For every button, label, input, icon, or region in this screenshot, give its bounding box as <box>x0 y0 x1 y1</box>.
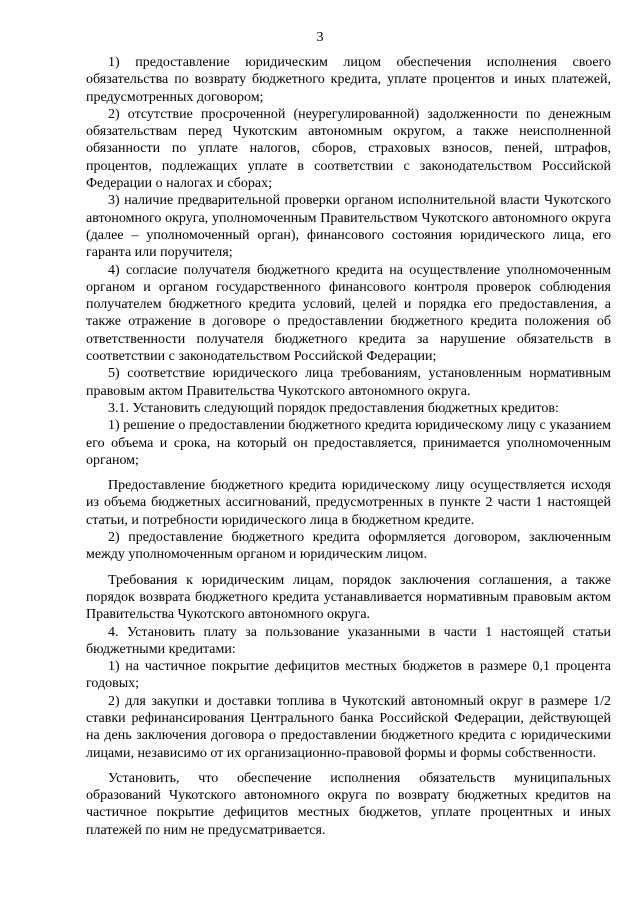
paragraph-item-1: 1) предоставление юридическим лицом обеспечения исполнения своего обязательства по возврату бюджетного кредита, уплате процентов и иных платежей, предусмотренных договором; <box>86 55 611 105</box>
section-3-1-heading: 3.1. Установить следующий порядок предоставления бюджетных кредитов: <box>108 400 559 416</box>
section-4-heading: 4. Установить плату за пользование указанными в части 1 настоящей статьи бюджетными кредитами: <box>86 624 611 657</box>
paragraph-3-1-requirements: Требования к юридическим лицам, порядок заключения соглашения, а также порядок возврата бюджетного кредита устанавливается нормативным правовым актом Правительства Чукотского автономного округа. <box>86 572 611 623</box>
paragraph-final: Установить, что обеспечение исполнения обязательств муниципальных образований Чукотского автономного округа по возврату бюджетных кредитов на частичное покрытие дефицитов местных бюджетов, уплате процентных и иных платежей по ним не предусматривается. <box>86 770 611 838</box>
paragraph-4-item-1: 1) на частичное покрытие дефицитов местных бюджетов в размере 0,1 процента годовых; <box>86 659 611 692</box>
paragraph-3-1-note: Предоставление бюджетного кредита юридическому лицу осуществляется исходя из объема бюджетных ассигнований, предусмотренных в пункте 2 части 1 настоящей статьи, и потребности юридического лица в бюджетном кредите. <box>86 478 611 528</box>
paragraph-item-4: 4) согласие получателя бюджетного кредита на осуществление уполномоченным органом и органом государственного финансового контроля проверок соблюдения получателем бюджетного кредита условий, целей и порядка его предоставления, а также отражение в договоре о предоставлении бюджетного кредита положения об ответственности получателя бюджетного кредита за нарушение обязательств в соответствии с законодательством Российской Федерации; <box>86 262 611 365</box>
page-number: 3 <box>316 30 324 45</box>
document-body <box>86 54 611 839</box>
paragraph-3-1-item-1: 1) решение о предоставлении бюджетного кредита юридическому лицу с указанием его объема и срока, на который он предоставляется, принимается уполномоченным органом; <box>86 418 611 468</box>
paragraph-item-3: 3) наличие предварительной проверки органом исполнительной власти Чукотского автономного округа, уполномоченным Правительством Чукотского автономного округа (далее – уполномоченный орган), финансового состояния юридического лица, его гаранта или поручителя; <box>86 193 611 261</box>
paragraph-4-item-2: 2) для закупки и доставки топлива в Чукотский автономный округ в размере 1/2 ставки рефинансирования Центрального банка Российской Федерации, действующей на день заключения договора о предоставлении бюджетного кредита с юридическими лицами, независимо от их организационно-правовой формы и формы собственности. <box>86 693 611 761</box>
paragraph-3-1-item-2: 2) предоставление бюджетного кредита оформляется договором, заключенным между уполномоченным органом и юридическим лицом. <box>86 530 611 563</box>
paragraph-item-2: 2) отсутствие просроченной (неурегулированной) задолженности по денежным обязательствам перед Чукотским автономным округом, а также неисполненной обязанности по уплате налогов, сборов, страховых взносов, пеней, штрафов, процентов, подлежащих уплате в соответствии с законодательством Российской Федерации о налогах и сборах; <box>86 106 611 192</box>
paragraph-item-5: 5) соответствие юридического лица требованиям, установленным нормативным правовым актом Правительства Чукотского автономного округа. <box>86 366 611 399</box>
